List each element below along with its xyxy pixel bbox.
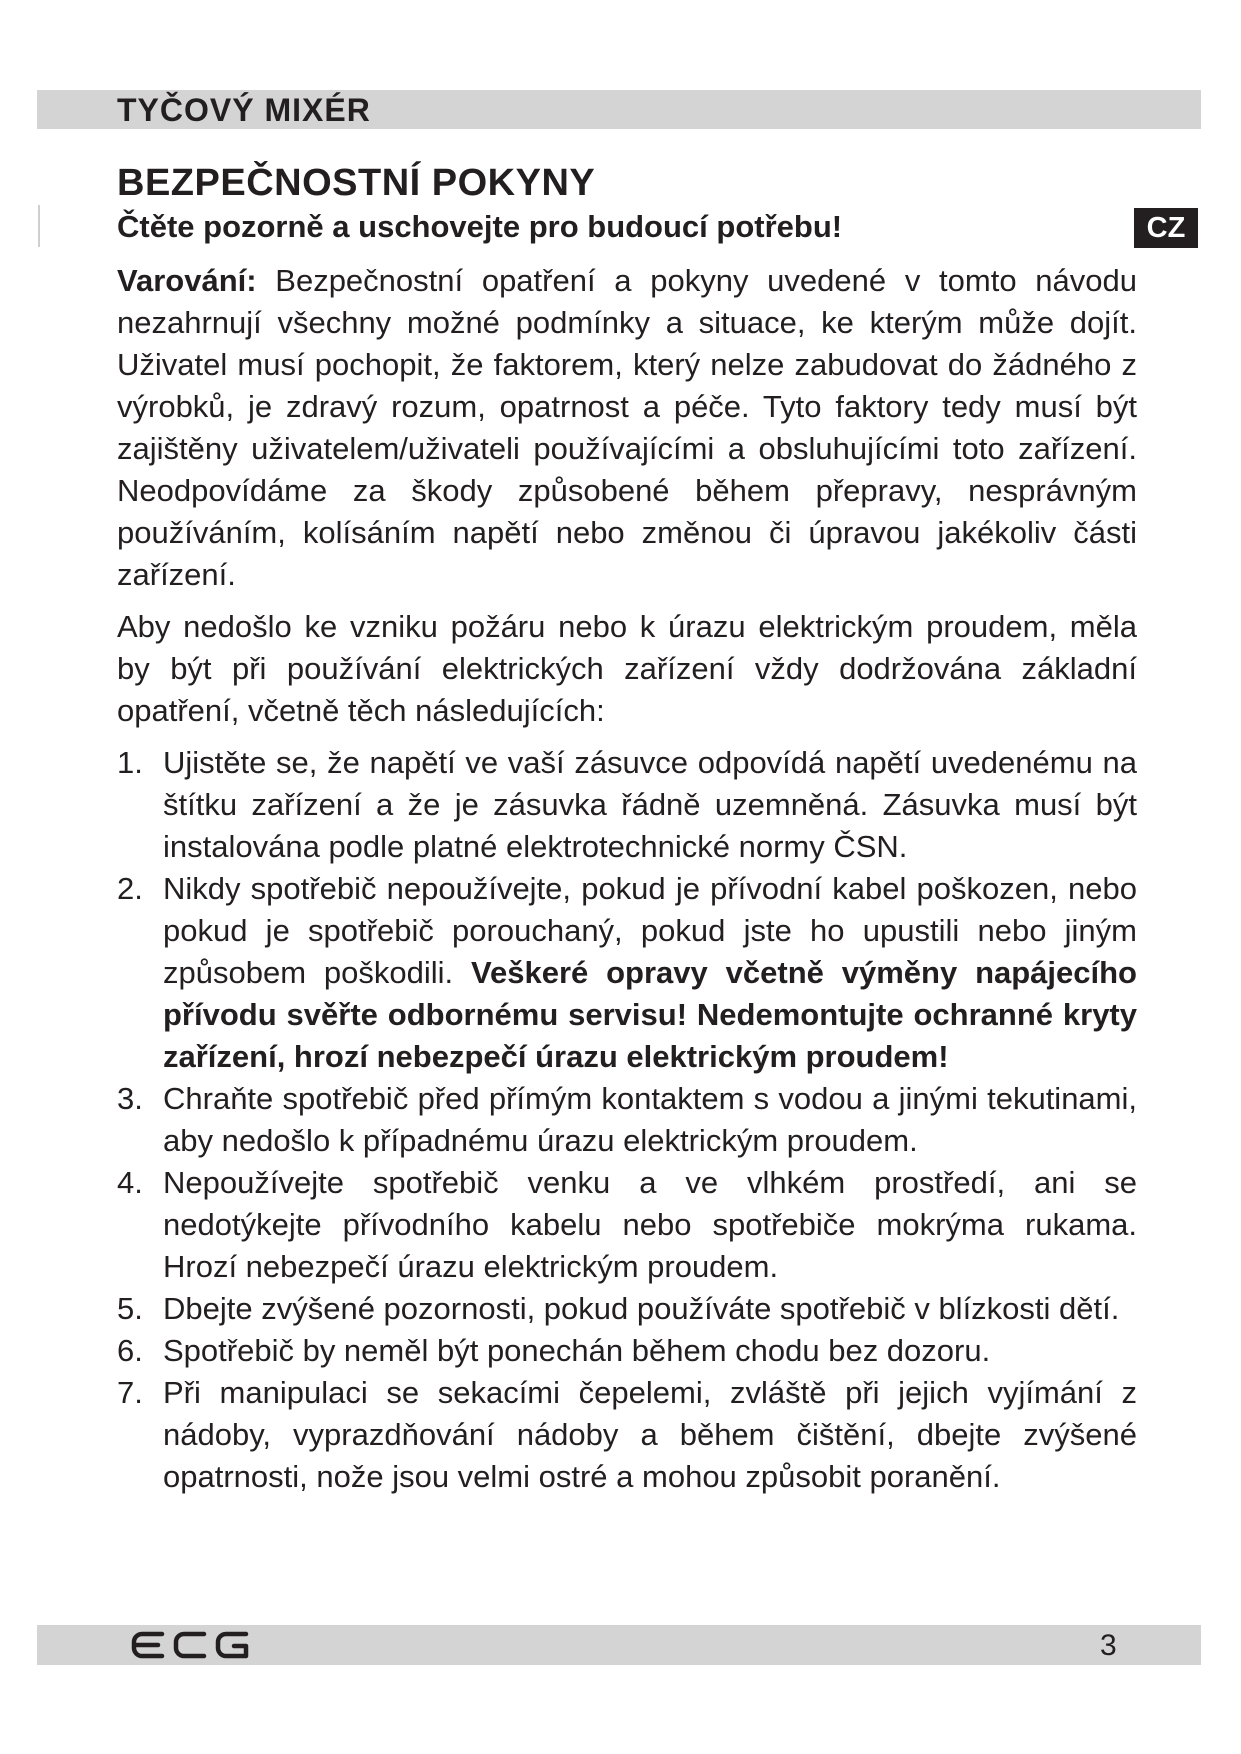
- safety-list: [117, 742, 1137, 1498]
- page-heading: BEZPEČNOSTNÍ POKYNY: [117, 162, 596, 204]
- product-title: TYČOVÝ MIXÉR: [117, 92, 371, 128]
- intro-paragraph: Aby nedošlo ke vzniku požáru nebo k úrazu elektrickým proudem, měla by být při používání elektrických zařízení vždy dodržována základní opatření, včetně těch následujících:: [117, 609, 1137, 728]
- warning-text: Bezpečnostní opatření a pokyny uvedené v tomto návodu nezahrnují všechny možné podmínky a situace, ke kterým může dojít. Uživatel musí pochopit, že faktorem, který nelze zabudovat do žádného z výrobků, je zdravý rozum, opatrnost a péče. Tyto faktory tedy musí být zajištěny uživatelem/uživateli používajícími a obsluhujícími toto zařízení. Neodpovídáme za škody způsobené během přepravy, nesprávným používáním, kolísáním napětí nebo změnou či úpravou jakékoliv části zařízení.: [117, 263, 1137, 592]
- list-item-number: 7.: [117, 1375, 143, 1410]
- list-item: [117, 1288, 1137, 1330]
- list-item: [117, 742, 1137, 868]
- list-item-bold-warning: Veškeré opravy včetně výměny napájecího přívodu svěřte odbornému servisu! Nedemontujte ochranné kryty zařízení, hrozí nebezpečí úrazu elektrickým proudem!: [163, 955, 1137, 1074]
- list-item-text: Spotřebič by neměl být ponechán během chodu bez dozoru.: [163, 1333, 991, 1368]
- list-item-number: 1.: [117, 745, 143, 780]
- list-item-number: 4.: [117, 1165, 143, 1200]
- language-badge: CZ: [1134, 208, 1198, 248]
- list-item-number: 2.: [117, 871, 143, 906]
- list-item-text: Dbejte zvýšené pozornosti, pokud používáte spotřebič v blízkosti dětí.: [163, 1291, 1120, 1326]
- list-item-number: 5.: [117, 1291, 143, 1326]
- page-number: 3: [1100, 1629, 1117, 1662]
- list-item: [117, 868, 1137, 1078]
- list-item-text: Ujistěte se, že napětí ve vaší zásuvce odpovídá napětí uvedenému na štítku zařízení a že je zásuvka řádně uzemněná. Zásuvka musí být instalována podle platné elektrotechnické normy ČSN.: [163, 745, 1137, 864]
- ecg-logo: [130, 1629, 250, 1661]
- list-item-text: Nikdy spotřebič nepoužívejte, pokud je přívodní kabel poškozen, nebo pokud je spotřebič porouchaný, pokud jste ho upustili nebo jiným způsobem poškodili.: [163, 871, 1137, 990]
- page-content: [117, 160, 1137, 1498]
- warning-paragraph: [117, 260, 1137, 596]
- list-item-text: Chraňte spotřebič před přímým kontaktem s vodou a jinými tekutinami, aby nedošlo k případnému úrazu elektrickým proudem.: [163, 1081, 1137, 1158]
- list-item: [117, 1372, 1137, 1498]
- list-item-text: Při manipulaci se sekacími čepelemi, zvláště při jejich vyjímání z nádoby, vyprazdňování nádoby a během čištění, dbejte zvýšené opatrnosti, nože jsou velmi ostré a mohou způsobit poranění.: [163, 1375, 1137, 1494]
- side-tick-divider: [38, 205, 40, 247]
- list-item-number: 6.: [117, 1333, 143, 1368]
- list-item: [117, 1162, 1137, 1288]
- list-item-text: Nepoužívejte spotřebič venku a ve vlhkém prostředí, ani se nedotýkejte přívodního kabelu nebo spotřebiče mokrýma rukama. Hrozí nebezpečí úrazu elektrickým proudem.: [163, 1165, 1137, 1284]
- list-item-number: 3.: [117, 1081, 143, 1116]
- list-item: [117, 1078, 1137, 1162]
- list-item: [117, 1330, 1137, 1372]
- page-subtitle: Čtěte pozorně a uschovejte pro budoucí potřebu!: [117, 209, 843, 244]
- warning-label: Varování:: [117, 263, 257, 298]
